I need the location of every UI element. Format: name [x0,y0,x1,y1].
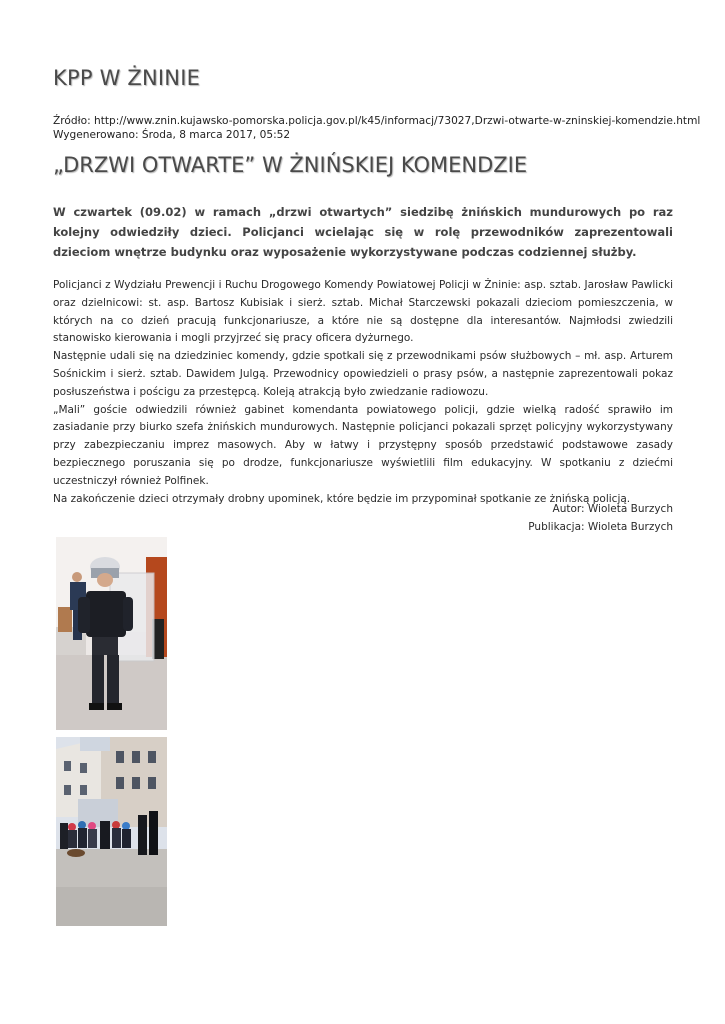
paragraph: Następnie udali się na dziedziniec komendy, gdzie spotkali się z przewodnikami psów służbowych – mł. asp. Arturem Sośnickim i sierż. sztab. Dawidem Julgą. Przewodnicy opowiedzieli o prasy psów, a następnie zaprezentowali pokaz posłuszeństwa i pościgu za przestępcą. Koleją atrakcją było zwiedzanie radiowozu. [53,350,673,398]
photo-courtyard-children-image [56,737,167,926]
paragraph: Na zakończenie dzieci otrzymały drobny upominek, które będzie im przypominał spotkanie ze żnińską policją. [53,492,631,505]
photo-child-in-police-gear-image [56,537,167,730]
generated-line: Wygenerowano: Środa, 8 marca 2017, 05:52 [53,129,291,141]
paragraph: „Mali” goście odwiedzili również gabinet komendanta powiatowego policji, gdzie wielką radość sprawiło im zasiadanie przy biurko szefa żnińskich mundurowych. Następnie policjanci pokazali sprzęt policyjny wykorzystywany przy zabezpieczaniu imprez masowych. Aby w łatwy i przystępny sposób przedstawić podstawowe zasady bezpiecznego poruszania się po drodze, funkcjonariusze wyświetlili film edukacyjny. W spotkaniu z dziećmi uczestniczył również Polfinek. [53,403,673,487]
document-meta [53,114,701,142]
article-credits [528,500,673,536]
source-line: Źródło: http://www.znin.kujawsko-pomorska.policja.gov.pl/k45/informacj/73027,Drzwi-otwarte-w-zninskiej-komendzie.html [53,115,701,127]
photo-courtyard-children [56,737,167,926]
site-title: KPP W ŻNINIE [53,66,201,90]
author-line: Autor: Wioleta Burzych [552,503,673,515]
paragraph: Policjanci z Wydziału Prewencji i Ruchu Drogowego Komendy Powiatowej Policji w Żninie: asp. sztab. Jarosław Pawlicki oraz dzielnicowi: st. asp. Bartosz Kubisiak i sierż. sztab. Michał Starczewski pokazali dzieciom pomieszczenia, w których na co dzień pracują funkcjonariusze, a które nie są dostępne dla interesantów. Najmłodsi zwiedzili stanowisko kierowania i mogli przyjrzeć się pracy oficera dyżurnego. [53,279,673,345]
article-title: „DRZWI OTWARTE” W ŻNIŃSKIEJ KOMENDZIE [53,153,528,177]
article-lead: W czwartek (09.02) w ramach „drzwi otwartych” siedzibę żnińskich mundurowych po raz kolejny odwiedziły dzieci. Policjanci wcielając się w rolę przewodników zaprezentowali dzieciom wnętrze budynku oraz wyposażenie wykorzystywane podczas codziennej służby. [53,205,673,259]
publication-line: Publikacja: Wioleta Burzych [528,521,673,533]
photo-child-in-police-gear [56,537,167,730]
article-body [53,277,673,508]
